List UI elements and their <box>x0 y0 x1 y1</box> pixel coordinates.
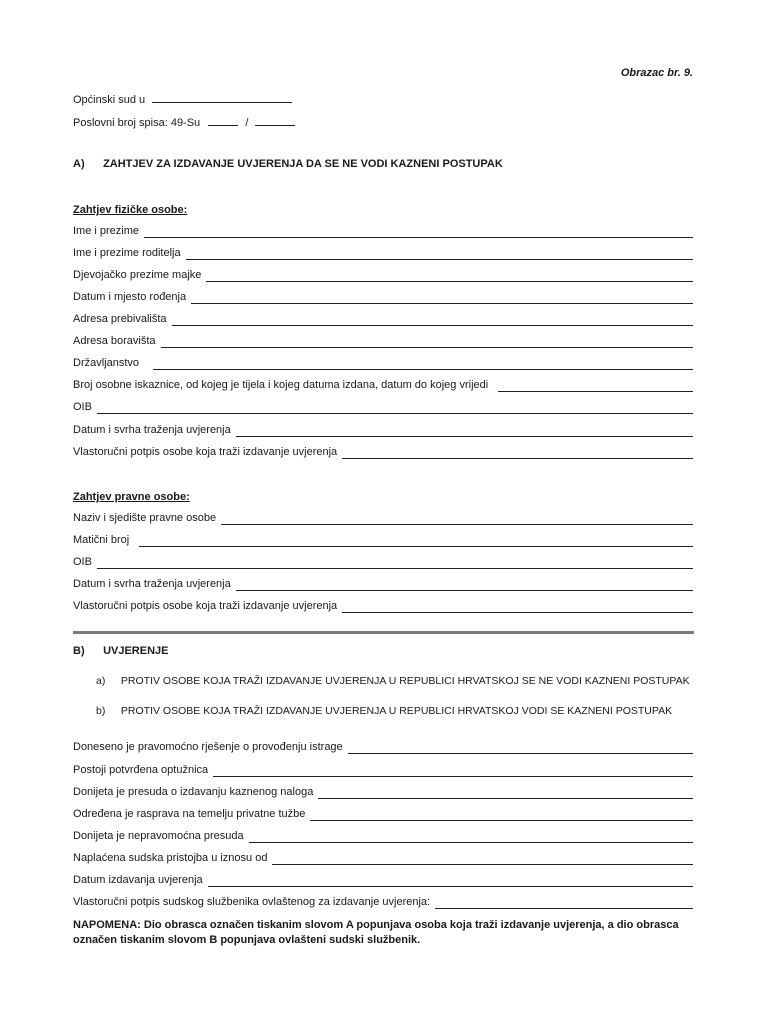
field-label: Broj osobne iskaznice, od kojeg je tijela i kojeg datuma izdana, datum do kojeg vrijedi <box>73 379 489 391</box>
field-row <box>73 895 693 909</box>
field-row <box>73 599 693 613</box>
field-line[interactable] <box>213 765 693 777</box>
field-label: Adresa prebivališta <box>73 313 167 325</box>
field-label: Ime i prezime <box>73 225 140 237</box>
field-label: Vlastoručni potpis osobe koja traži izdavanje uvjerenja <box>73 446 338 458</box>
field-row <box>73 555 693 569</box>
field-row <box>73 268 693 282</box>
court-label: Općinski sud u <box>73 94 146 106</box>
field-label: Adresa boravišta <box>73 335 156 347</box>
field-row <box>73 763 693 777</box>
field-label: Naziv i sjedište pravne osobe <box>73 512 217 524</box>
field-label: Doneseno je pravomoćno rješenje o provođenju istrage <box>73 741 343 753</box>
field-label: Donijeta je presuda o izdavanju kaznenog naloga <box>73 786 314 798</box>
field-row <box>73 445 693 459</box>
field-label: Ime i prezime roditelja <box>73 247 181 259</box>
field-line[interactable] <box>236 579 693 591</box>
field-line[interactable] <box>310 809 693 821</box>
field-row <box>73 312 693 326</box>
option-letter: a) <box>96 675 106 687</box>
field-label: Datum i mjesto rođenja <box>73 291 187 303</box>
field-label: Matični broj <box>73 534 130 546</box>
field-row <box>73 511 693 525</box>
court-row <box>73 91 292 107</box>
option-text: PROTIV OSOBE KOJA TRAŽI IZDAVANJE UVJERENJA U REPUBLICI HRVATSKOJ SE NE VODI KAZNENI POSTUPAK <box>120 675 690 687</box>
field-row <box>73 356 693 370</box>
field-line[interactable] <box>348 742 693 754</box>
option-letter: b) <box>96 705 106 717</box>
field-line[interactable] <box>342 447 693 459</box>
field-row <box>73 400 693 414</box>
case-number-label: Poslovni broj spisa: 49-Su <box>73 117 201 129</box>
field-line[interactable] <box>498 380 693 392</box>
field-line[interactable] <box>172 314 693 326</box>
field-label: Određena je rasprava na temelju privatne tužbe <box>73 808 306 820</box>
field-line[interactable] <box>208 875 693 887</box>
section-b-letter: B) <box>73 645 85 657</box>
option-text: PROTIV OSOBE KOJA TRAŽI IZDAVANJE UVJERENJA U REPUBLICI HRVATSKOJ VODI SE KAZNENI POSTUPAK <box>120 705 673 717</box>
field-line[interactable] <box>435 897 693 909</box>
field-label: OIB <box>73 401 92 413</box>
field-line[interactable] <box>153 358 693 370</box>
field-label: Naplaćena sudska pristojba u iznosu od <box>73 852 268 864</box>
field-line[interactable] <box>236 425 693 437</box>
section-a-title <box>73 157 503 171</box>
field-line[interactable] <box>342 601 693 613</box>
field-line[interactable] <box>139 535 693 547</box>
section-a-heading: ZAHTJEV ZA IZDAVANJE UVJERENJA DA SE NE VODI KAZNENI POSTUPAK <box>103 158 503 170</box>
field-line[interactable] <box>272 853 693 865</box>
field-label: Državljanstvo <box>73 357 140 369</box>
section-divider <box>73 631 694 634</box>
field-row <box>73 577 693 591</box>
note-text: NAPOMENA: Dio obrasca označen tiskanim slovom A popunjava osoba koja traži izdavanje uvjerenja, a dio obrasca označen tiskanim slovom B popunjava ovlašteni sudski službenik. <box>73 919 679 946</box>
field-label: OIB <box>73 556 92 568</box>
case-number-row <box>73 114 295 130</box>
field-label: Donijeta je nepravomoćna presuda <box>73 830 244 842</box>
form-number: Obrazac br. 9. <box>620 67 693 79</box>
field-row <box>73 807 693 821</box>
field-label: Djevojačko prezime majke <box>73 269 202 281</box>
natural-person-heading: Zahtjev fizičke osobe: <box>73 204 188 216</box>
field-line[interactable] <box>144 226 693 238</box>
field-label: Vlastoručni potpis osobe koja traži izdavanje uvjerenja <box>73 600 338 612</box>
field-row <box>73 829 693 843</box>
field-row <box>73 246 693 260</box>
field-row <box>73 873 693 887</box>
field-line[interactable] <box>97 557 693 569</box>
case-number-field[interactable] <box>208 114 238 126</box>
section-a-letter: A) <box>73 158 85 170</box>
field-line[interactable] <box>221 513 693 525</box>
field-row <box>73 851 693 865</box>
field-label: Datum izdavanja uvjerenja <box>73 874 203 886</box>
field-row <box>73 785 693 799</box>
field-label: Datum i svrha traženja uvjerenja <box>73 578 231 590</box>
case-number-separator: / <box>245 117 249 129</box>
field-row <box>73 740 693 754</box>
field-label: Vlastoručni potpis sudskog službenika ovlaštenog za izdavanje uvjerenja: <box>73 896 431 908</box>
field-row <box>73 423 693 437</box>
field-row <box>73 334 693 348</box>
section-b-title <box>73 644 168 658</box>
field-line[interactable] <box>191 292 693 304</box>
field-row <box>73 533 693 547</box>
field-line[interactable] <box>161 336 693 348</box>
field-line[interactable] <box>318 787 693 799</box>
field-line[interactable] <box>206 270 693 282</box>
section-b-heading: UVJERENJE <box>103 645 169 657</box>
field-label: Datum i svrha traženja uvjerenja <box>73 424 231 436</box>
legal-person-heading: Zahtjev pravne osobe: <box>73 491 190 503</box>
field-line[interactable] <box>186 248 693 260</box>
option-a[interactable] <box>96 674 690 688</box>
field-line[interactable] <box>249 831 693 843</box>
field-label: Postoji potvrđena optužnica <box>73 764 209 776</box>
field-row <box>73 290 693 304</box>
option-b[interactable] <box>96 704 672 718</box>
field-row <box>73 378 693 392</box>
field-row <box>73 224 693 238</box>
court-field[interactable] <box>152 91 292 103</box>
case-year-field[interactable] <box>255 114 295 126</box>
field-line[interactable] <box>97 402 693 414</box>
